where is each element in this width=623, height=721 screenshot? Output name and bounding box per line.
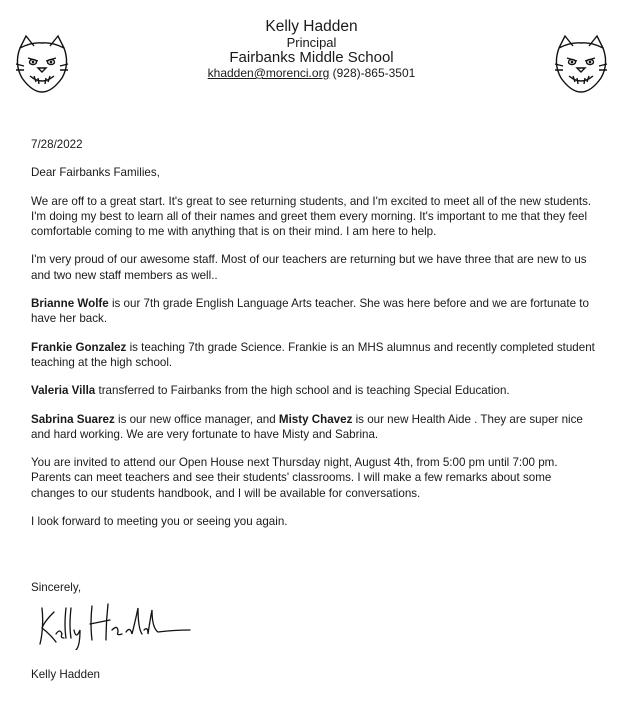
signer-name: Kelly Hadden — [31, 668, 100, 681]
paragraph-staff-gonzalez — [31, 340, 596, 371]
staff-description: is our new Health Aide . They are super nice and hard working. We are very fortunate to have Misty and Sabrina. — [31, 412, 583, 441]
paragraph-staff: I'm very proud of our awesome staff. Most of our teachers are returning but we have three that are new to us and two new staff members as well.. — [31, 253, 587, 282]
paragraph-intro: We are off to a great start. It's great to see returning students, and I'm excited to meet all of the new students. I'm doing my best to learn all of their names and greet them every morning. It's important to me that they feel comfortable coming to me with anything that is on their mind. I am here to help. — [31, 194, 592, 239]
email-link[interactable]: khadden@morenci.org — [207, 66, 330, 80]
staff-description: transferred to Fairbanks from the high school and is teaching Special Education. — [95, 384, 510, 398]
letter-date: 7/28/2022 — [31, 138, 83, 151]
handwritten-signature — [34, 600, 194, 650]
staff-description: is teaching 7th grade Science. Frankie is an MHS alumnus and recently completed student teaching at the high school. — [31, 340, 595, 369]
staff-name: Brianne Wolfe — [31, 297, 109, 311]
letter-signoff: Sincerely, — [31, 581, 82, 594]
letter-body — [31, 137, 596, 542]
paragraph-staff-suarez-chavez — [31, 412, 596, 443]
phone-number: (928)-865-3501 — [332, 66, 416, 80]
letterhead — [0, 18, 623, 81]
letter-greeting: Dear Fairbanks Families, — [31, 166, 160, 180]
staff-name: Misty Chavez — [278, 412, 353, 426]
school-name: Fairbanks Middle School — [229, 49, 394, 66]
paragraph-open-house: You are invited to attend our Open House next Thursday night, August 4th, from 5:00 pm until 7:00 pm. Parents can meet teachers and see their students' classrooms. I will make a few remarks about some changes to our students handbook, and I will be available for conversations. — [31, 456, 558, 500]
principal-title: Principal — [286, 35, 337, 50]
paragraph-closing: I look forward to meeting you or seeing you again. — [31, 515, 288, 529]
paragraph-staff-villa — [31, 383, 596, 398]
staff-name: Frankie Gonzalez — [31, 340, 127, 354]
staff-description: is our new office manager, and — [114, 412, 279, 426]
staff-description: is our 7th grade English Language Arts teacher. She was here before and we are fortunate to have her back. — [31, 297, 589, 326]
staff-name: Sabrina Suarez — [31, 412, 115, 426]
staff-name: Valeria Villa — [31, 384, 96, 398]
principal-name: Kelly Hadden — [265, 18, 358, 35]
contact-line — [0, 66, 623, 81]
paragraph-staff-wolfe — [31, 296, 596, 327]
